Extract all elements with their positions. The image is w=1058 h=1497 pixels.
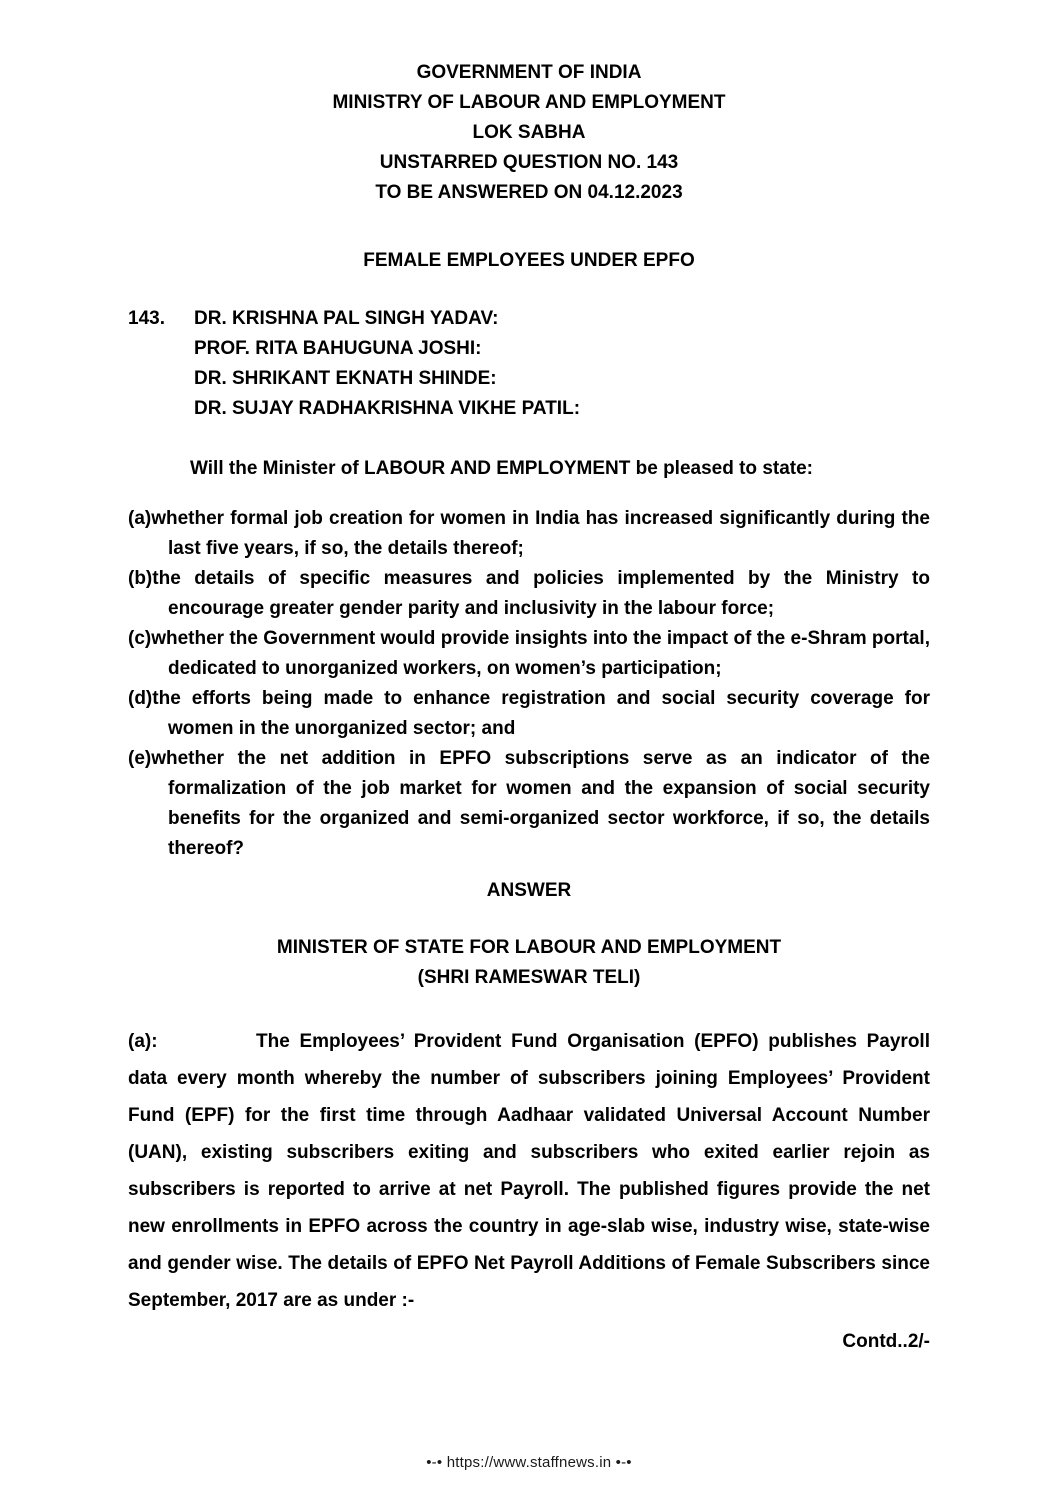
header-line-question-no: UNSTARRED QUESTION NO. 143 [379, 152, 679, 173]
member-label-spacer [128, 334, 194, 364]
member-label-spacer [128, 364, 194, 394]
member-name: DR. SHRIKANT EKNATH SHINDE: [194, 368, 497, 389]
question-item-b [128, 564, 930, 624]
member-row [128, 364, 930, 394]
item-text: the details of specific measures and policies implemented by the Ministry to encourage greater gender parity and inclusivity in the labour force; [152, 568, 930, 619]
subject-title: FEMALE EMPLOYEES UNDER EPFO [363, 250, 695, 271]
item-label: (e) [128, 748, 152, 769]
document-header [128, 58, 930, 208]
member-label-spacer [128, 394, 194, 424]
continued-marker: Contd..2/- [842, 1331, 930, 1352]
question-members [128, 304, 930, 424]
member-name: DR. KRISHNA PAL SINGH YADAV: [194, 308, 499, 329]
question-items [128, 504, 930, 864]
minister-block [128, 933, 930, 993]
member-row [128, 334, 930, 364]
answer-paragraph [128, 1023, 930, 1319]
footer-watermark: •-• https://www.staffnews.in •-• [426, 1454, 632, 1471]
member-name: DR. SUJAY RADHAKRISHNA VIKHE PATIL: [194, 398, 581, 419]
item-text: the efforts being made to enhance registration and social security coverage for women in the unorganized sector; and [152, 688, 930, 739]
header-line-ministry: MINISTRY OF LABOUR AND EMPLOYMENT [332, 92, 726, 113]
item-label: (d) [128, 688, 153, 709]
minister-name: (SHRI RAMESWAR TELI) [417, 967, 641, 988]
member-name: PROF. RITA BAHUGUNA JOSHI: [194, 338, 482, 359]
item-label: (a) [128, 508, 152, 529]
member-row [128, 394, 930, 424]
question-item-c [128, 624, 930, 684]
header-line-house: LOK SABHA [472, 122, 586, 143]
question-intro: Will the Minister of LABOUR AND EMPLOYMENT be pleased to state: [190, 458, 814, 479]
item-text: whether the Government would provide insights into the impact of the e-Shram portal, dedicated to unorganized workers, on women’s participation; [151, 628, 930, 679]
item-text: whether formal job creation for women in India has increased significantly during the last five years, if so, the details thereof; [151, 508, 930, 559]
item-text: whether the net addition in EPFO subscriptions serve as an indicator of the formalization of the job market for women and the expansion of social security benefits for the organized and semi-organized sector workforce, if so, the details thereof? [151, 748, 930, 859]
header-line-answer-date: TO BE ANSWERED ON 04.12.2023 [375, 182, 683, 203]
question-item-a [128, 504, 930, 564]
item-label: (c) [128, 628, 152, 649]
answer-para-label: (a): [128, 1031, 158, 1052]
question-item-e [128, 744, 930, 864]
header-line-government: GOVERNMENT OF INDIA [416, 62, 642, 83]
item-label: (b) [128, 568, 153, 589]
answer-para-text: The Employees’ Provident Fund Organisation (EPFO) publishes Payroll data every month whereby the number of subscribers joining Employees’ Provident Fund (EPF) for the first time through Aadhaar validated Universal Account Number (UAN), existing subscribers exiting and subscribers who exited earlier rejoin as subscribers is reported to arrive at net Payroll. The published figures provide the net new enrollments in EPFO across the country in age-slab wise, industry wise, state-wise and gender wise. The details of EPFO Net Payroll Additions of Female Subscribers since September, 2017 are as under :- [128, 1031, 930, 1311]
question-item-d [128, 684, 930, 744]
member-row [128, 304, 930, 334]
question-number: 143. [128, 308, 165, 329]
answer-heading: ANSWER [486, 880, 572, 901]
minister-title: MINISTER OF STATE FOR LABOUR AND EMPLOYMENT [276, 937, 782, 958]
